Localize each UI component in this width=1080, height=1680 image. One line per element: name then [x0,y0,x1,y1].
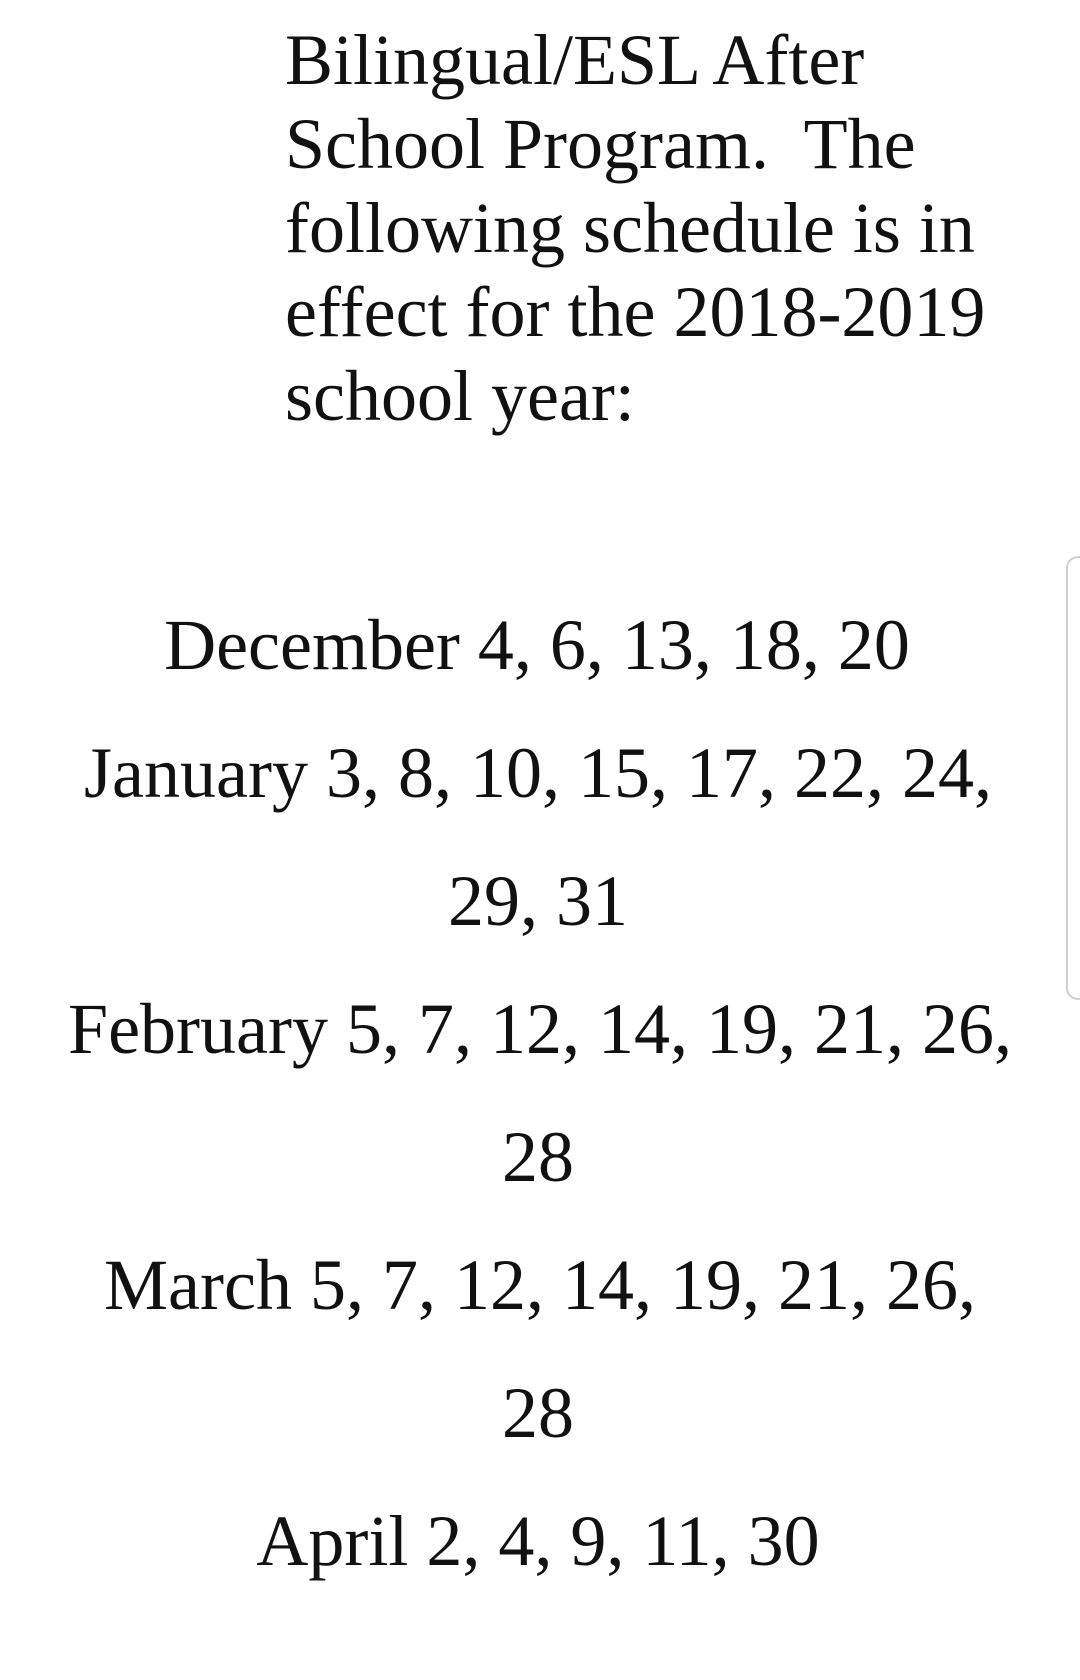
intro-paragraph [285,18,1025,438]
schedule-row-january-cont: 29, 31 [448,861,628,941]
schedule-row-february-cont: 28 [502,1117,574,1197]
intro-line: School Program. The [285,104,916,184]
edge-scroll-handle[interactable] [1066,556,1080,1000]
intro-line: school year: [285,356,635,436]
intro-line: effect for the 2018-2019 [285,272,986,352]
schedule-row-april: April 2, 4, 9, 11, 30 [256,1501,820,1581]
intro-line: following schedule is in [285,188,975,268]
schedule-row-december: December 4, 6, 13, 18, 20 [164,605,910,685]
schedule-row-march: March 5, 7, 12, 14, 19, 21, 26, [104,1245,976,1325]
schedule-row-february: February 5, 7, 12, 14, 19, 21, 26, [68,989,1012,1069]
schedule-row-january: January 3, 8, 10, 15, 17, 22, 24, [84,733,992,813]
schedule-row-march-cont: 28 [502,1373,574,1453]
intro-line: Bilingual/ESL After [285,20,865,100]
